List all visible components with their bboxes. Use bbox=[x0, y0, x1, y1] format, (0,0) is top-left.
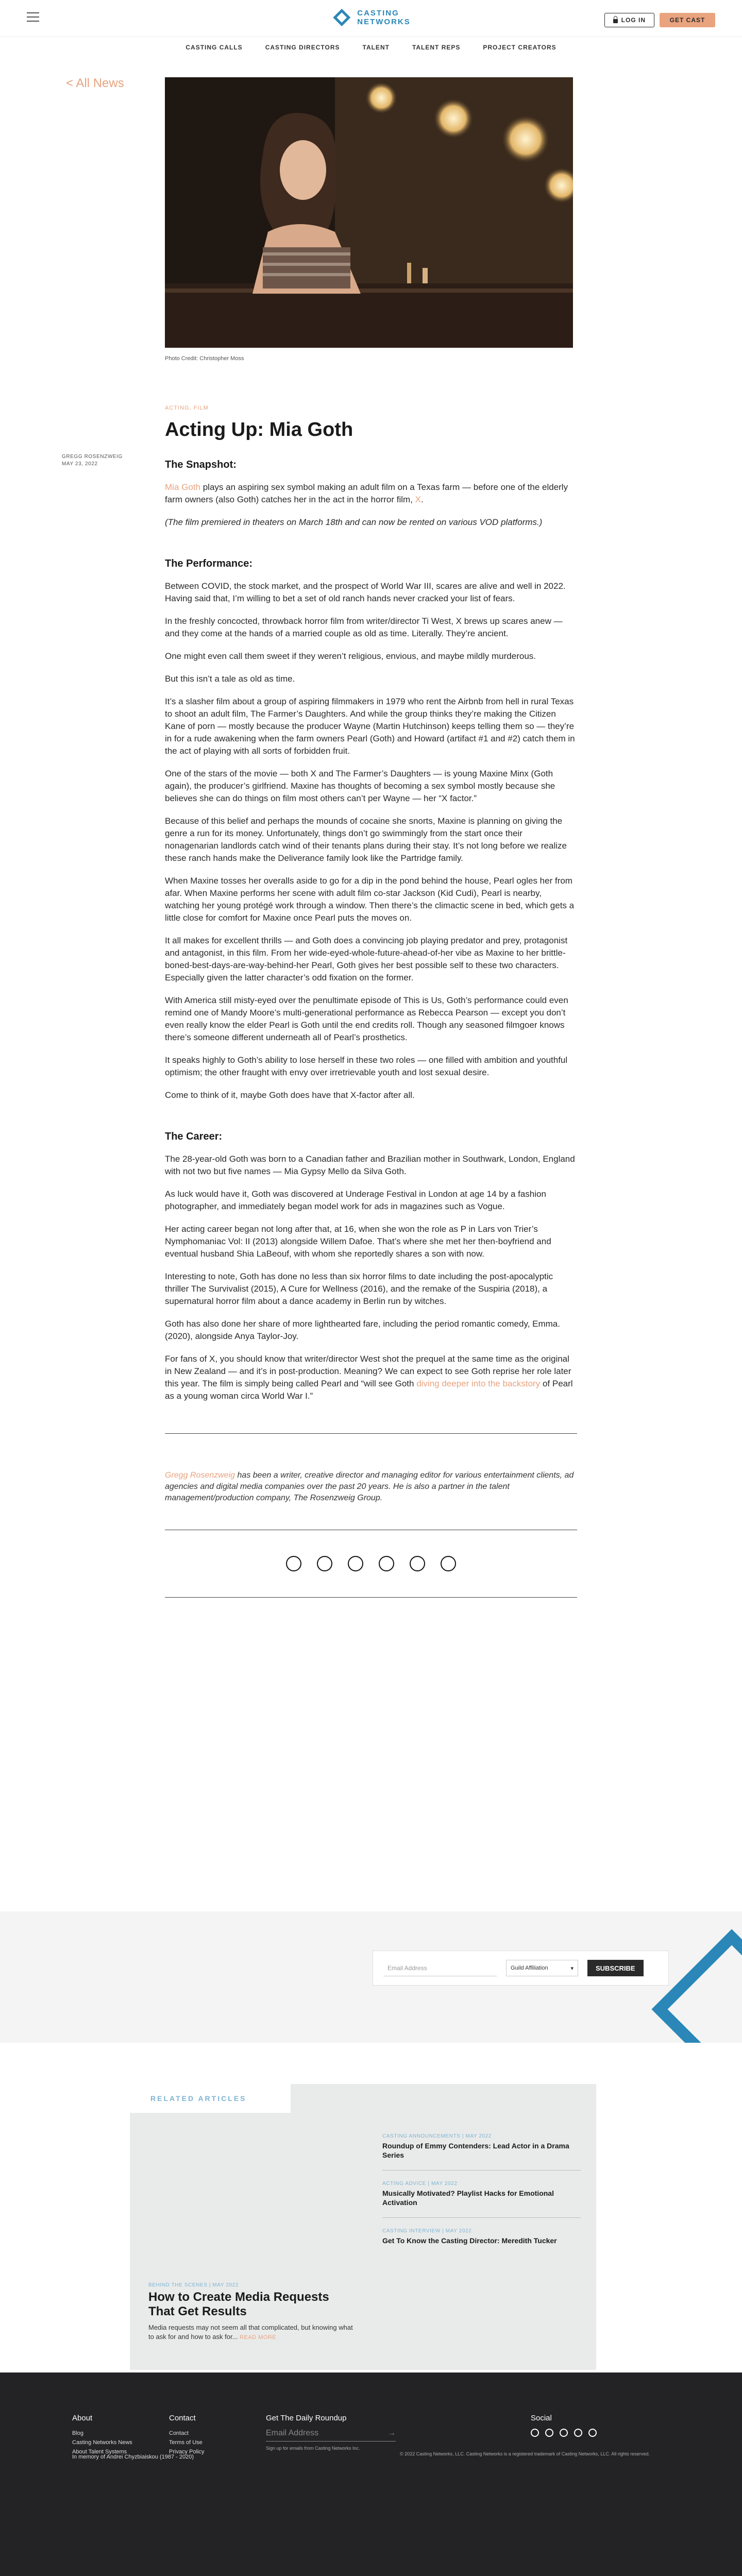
newsletter-email-input[interactable]: Email Address bbox=[383, 1960, 497, 1976]
facebook-icon[interactable] bbox=[560, 2429, 568, 2437]
snapshot-paragraph: Mia Goth plays an aspiring sex symbol making an adult film on a Texas farm — before one of the elderly farm owners (also Goth) catches her in the act in the horror film, X. bbox=[165, 482, 568, 504]
chevron-down-icon: ▾ bbox=[570, 1965, 574, 1972]
footer-link[interactable]: Terms of Use bbox=[169, 2439, 203, 2446]
site-footer bbox=[0, 2372, 742, 2576]
main-nav bbox=[0, 37, 742, 58]
related-item[interactable]: ACTING ADVICE | MAY 2022 Musically Motivated? Playlist Hacks for Emotional Activation bbox=[382, 2181, 581, 2218]
performance-paragraph: But this isn’t a tale as old as time. bbox=[165, 674, 295, 684]
related-item[interactable]: CASTING ANNOUNCEMENTS | MAY 2022 Roundup of Emmy Contenders: Lead Actor in a Drama Series bbox=[382, 2133, 581, 2171]
nav-talent[interactable]: TALENT bbox=[362, 44, 390, 51]
logo-diamond-icon bbox=[331, 7, 352, 28]
article-title: Acting Up: Mia Goth bbox=[165, 419, 353, 440]
career-paragraph: The 28-year-old Goth was born to a Canadian father and Brazilian mother in Southwark, London, England with not two but five names — Mia Gypsy Mello da Silva Goth. bbox=[165, 1154, 575, 1176]
related-item[interactable]: CASTING INTERVIEW | MAY 2022 Get To Know the Casting Director: Meredith Tucker bbox=[382, 2228, 557, 2245]
performance-paragraph: One of the stars of the movie — both X and The Farmer’s Daughters — is young Maxine Minx (Goth again), the producer’s girlfriend. Maxine has thoughts of becoming a sex symbol mostly because she believes she can do things on film most others can’t per Wayne — her “X factor.” bbox=[165, 769, 555, 803]
related-list bbox=[382, 2133, 581, 2266]
author-name: GREGG ROSENZWEIG bbox=[62, 454, 123, 460]
linkedin-icon[interactable] bbox=[379, 1556, 394, 1571]
site-logo[interactable] bbox=[331, 7, 411, 28]
newsletter-section bbox=[0, 1911, 742, 2043]
youtube-icon[interactable] bbox=[410, 1556, 425, 1571]
all-news-link[interactable]: < All News bbox=[66, 76, 124, 90]
footer-roundup: Get The Daily Roundup Email Address → Sign up for emails from Casting Networks Inc. bbox=[266, 2414, 396, 2451]
menu-icon[interactable] bbox=[27, 12, 39, 22]
youtube-icon[interactable] bbox=[588, 2429, 597, 2437]
footer-social-icons bbox=[531, 2429, 597, 2437]
footer-link[interactable]: About Talent Systems bbox=[72, 2449, 127, 2455]
snapshot-heading: The Snapshot: bbox=[165, 459, 237, 470]
divider bbox=[165, 1433, 577, 1434]
site-header bbox=[0, 0, 742, 37]
career-paragraph: For fans of X, you should know that writer/director West shot the prequel at the same time as the original in New Zealand — and it’s in post-production. Meaning? We can expect to see Goth reprise her role later this year. The film is simply being called Pearl and “will see Goth diving deeper into the backstory of Pearl as a young woman circa World War I.” bbox=[165, 1354, 573, 1401]
instagram-icon[interactable] bbox=[531, 2429, 539, 2437]
footer-link[interactable]: Blog bbox=[72, 2430, 84, 2436]
related-feature-desc: Media requests may not seem all that complicated, but knowing what to ask for and how to ask for... READ MORE bbox=[148, 2324, 353, 2341]
login-button[interactable] bbox=[604, 13, 654, 27]
newsletter-form bbox=[373, 1951, 669, 1986]
related-feature[interactable] bbox=[148, 2282, 355, 2342]
footer-contact: Contact Contact Terms of Use Privacy Policy bbox=[169, 2414, 204, 2456]
photo-credit: Photo Credit: Christopher Moss bbox=[165, 355, 244, 362]
author-bio-link[interactable]: Gregg Rosenzweig bbox=[165, 1471, 235, 1480]
snapshot-note: (The film premiered in theaters on March 18th and can now be rented on various VOD platforms.) bbox=[165, 517, 543, 527]
mia-goth-link[interactable]: Mia Goth bbox=[165, 482, 200, 492]
nav-casting-directors[interactable]: CASTING DIRECTORS bbox=[265, 44, 340, 51]
career-heading: The Career: bbox=[165, 1131, 223, 1142]
performance-paragraph: Between COVID, the stock market, and the prospect of World War III, scares are alive and well in 2022. Having said that, I’m willing to bet a set of old ranch hands never cracked your list of fears. bbox=[165, 581, 566, 603]
career-paragraph: As luck would have it, Goth was discovered at Underage Festival in London at age 14 by a fashion photographer, and immediately began model work for ads in magazines such as Vogue. bbox=[165, 1189, 546, 1211]
byline bbox=[62, 453, 123, 468]
linkedin-icon[interactable] bbox=[574, 2429, 582, 2437]
career-paragraph: Her acting career began not long after that, at 16, when she won the role as P in Lars von Trier’s Nymphomaniac Vol: II (2013) alongside Willem Dafoe. That’s where she met her then-boyfriend and eventual husband Shia LaBeouf, with whom she reportedly shares a son with now. bbox=[165, 1224, 551, 1259]
performance-paragraph: One might even call them sweet if they weren’t religious, envious, and maybe mildly murderous. bbox=[165, 651, 536, 661]
nav-casting-calls[interactable]: CASTING CALLS bbox=[185, 44, 243, 51]
login-label: LOG IN bbox=[621, 16, 646, 24]
performance-paragraph: In the freshly concocted, throwback horror film from writer/director Ti West, X brews up scares anew — and they come at the hands of a married couple as old as time. Literally. They’re ancient. bbox=[165, 616, 563, 638]
nav-project-creators[interactable]: PROJECT CREATORS bbox=[483, 44, 556, 51]
twitter-icon[interactable] bbox=[545, 2429, 553, 2437]
footer-link[interactable]: Casting Networks News bbox=[72, 2439, 132, 2446]
guild-select[interactable]: Guild Affiliation ▾ bbox=[506, 1960, 578, 1976]
career-paragraph: Interesting to note, Goth has done no less than six horror films to date including the post-apocalyptic thriller The Survivalist (2015), A Cure for Wellness (2016), and the remake of the Suspiria (2018), a supernatural horror film about a dance academy in Berlin run by witches. bbox=[165, 1272, 553, 1306]
footer-copyright: © 2022 Casting Networks, LLC. Casting Networks is a registered trademark of Casting Networks, LLC. All rights reserved. bbox=[400, 2451, 650, 2456]
footer-link[interactable]: Privacy Policy bbox=[169, 2449, 205, 2455]
related-feature-title[interactable]: How to Create Media Requests That Get Results bbox=[148, 2290, 329, 2318]
hero-image bbox=[165, 77, 573, 348]
get-cast-button[interactable]: GET CAST bbox=[660, 13, 715, 27]
instagram-icon[interactable] bbox=[286, 1556, 301, 1571]
related-feature-meta: BEHIND THE SCENES | MAY 2022 bbox=[148, 2282, 239, 2288]
author-bio: Gregg Rosenzweig has been a writer, creative director and managing editor for various entertainment clients, ad agencies and digital media companies over the past 20 years. He is also a partner in the talent management/production company, The Rosenzweig Group. bbox=[165, 1471, 574, 1502]
nav-talent-reps[interactable]: TALENT REPS bbox=[412, 44, 461, 51]
subscribe-button[interactable]: SUBSCRIBE bbox=[587, 1960, 644, 1976]
article-body bbox=[165, 402, 577, 1613]
decorative-diamond bbox=[651, 1929, 742, 2043]
performance-paragraph: It speaks highly to Goth’s ability to lose herself in these two roles — one filled with ambition and youthful optimism; the other fraught with envy over irretrievable youth and lost sexual desire. bbox=[165, 1055, 568, 1077]
share-icons bbox=[165, 1556, 577, 1571]
twitter-icon[interactable] bbox=[317, 1556, 332, 1571]
performance-paragraph: It all makes for excellent thrills — and Goth does a convincing job playing predator and prey, protagonist and antagonist, in this film. From her wide-eyed-whole-future-ahead-of-her vibe as Maxine to her brittle-boned-best-days-are-way-behind-her Pearl, Goth gives her best possible self to these two characters. Especially given the latter character’s odd fixation on the former. bbox=[165, 936, 568, 982]
read-more-link[interactable]: READ MORE bbox=[240, 2334, 277, 2341]
backstory-link[interactable]: diving deeper into the backstory bbox=[416, 1379, 541, 1388]
lock-icon bbox=[613, 19, 618, 23]
hero-photo-illustration bbox=[165, 77, 573, 348]
performance-paragraph: Come to think of it, maybe Goth does have that X-factor after all. bbox=[165, 1090, 415, 1100]
performance-paragraph: With America still misty-eyed over the penultimate episode of This is Us, Goth’s performance could even remind one of Mandy Moore’s multi-generational performance as Rebecca Pearson — except you don’t even really know the elder Pearl is Goth until the end credits roll. Though any seasoned filmgoer knows there’s someone different underneath all of Pearl’s prosthetics. bbox=[165, 995, 568, 1042]
performance-heading: The Performance: bbox=[165, 558, 253, 569]
footer-about: About Blog Casting Networks News About Talent Systems bbox=[72, 2414, 132, 2456]
related-label: RELATED ARTICLES bbox=[130, 2084, 291, 2113]
logo-line1: CASTING bbox=[357, 9, 399, 18]
divider bbox=[165, 1597, 577, 1598]
footer-memory: In memory of Andrei Chyzbiaiskou (1987 - 2020) bbox=[72, 2454, 194, 2460]
footer-social: Social bbox=[531, 2414, 597, 2437]
arrow-right-icon[interactable]: → bbox=[387, 2429, 396, 2437]
article-category[interactable]: ACTING, FILM bbox=[165, 405, 209, 411]
publish-date: MAY 23, 2022 bbox=[62, 461, 98, 467]
career-paragraph: Goth has also done her share of more lighthearted fare, including the period romantic comedy, Emma. (2020), alongside Anya Taylor-Joy. bbox=[165, 1319, 560, 1341]
x-film-link[interactable]: X bbox=[415, 495, 421, 504]
performance-paragraph: Because of this belief and perhaps the mounds of cocaine she snorts, Maxine is planning on giving the genre a run for its money. Unfortunately, things don’t go swimmingly from the start once their nonagenarian landlords catch wind of their tenants plans during their stay. It’s not long before we realize these ranch hands make the Deliverance family look like the Partridge family. bbox=[165, 816, 567, 863]
facebook-icon[interactable] bbox=[348, 1556, 363, 1571]
related-articles bbox=[130, 2084, 596, 2370]
performance-paragraph: It’s a slasher film about a group of aspiring filmmakers in 1979 who rent the Airbnb from hell in rural Texas to shoot an adult film, The Farmer’s Daughters. And while the group thinks they’re making the Citizen Kane of porn — mostly because the producer Wayne (Martin Hutchinson) keeps telling them so — they’re in for a rude awakening when the farm owners Pearl (Goth) and Howard (artifact #1 and #2) catch them in the act of playing with all sorts of forbidden fruit. bbox=[165, 697, 575, 756]
footer-email-input[interactable]: Email Address → bbox=[266, 2429, 396, 2442]
logo-line2: NETWORKS bbox=[357, 18, 411, 26]
tiktok-icon[interactable] bbox=[441, 1556, 456, 1571]
performance-paragraph: When Maxine tosses her overalls aside to go for a dip in the pond behind the house, Pearl ogles her from afar. When Maxine performs her scene with adult film co-star Jackson (Kid Cudi), Pearl is nearby, watching her young protégé work through a window. Then there’s the climactic scene in bed, which gets a little close for comfort for Maxine once Pearl puts the moves on. bbox=[165, 876, 575, 923]
footer-link[interactable]: Contact bbox=[169, 2430, 189, 2436]
